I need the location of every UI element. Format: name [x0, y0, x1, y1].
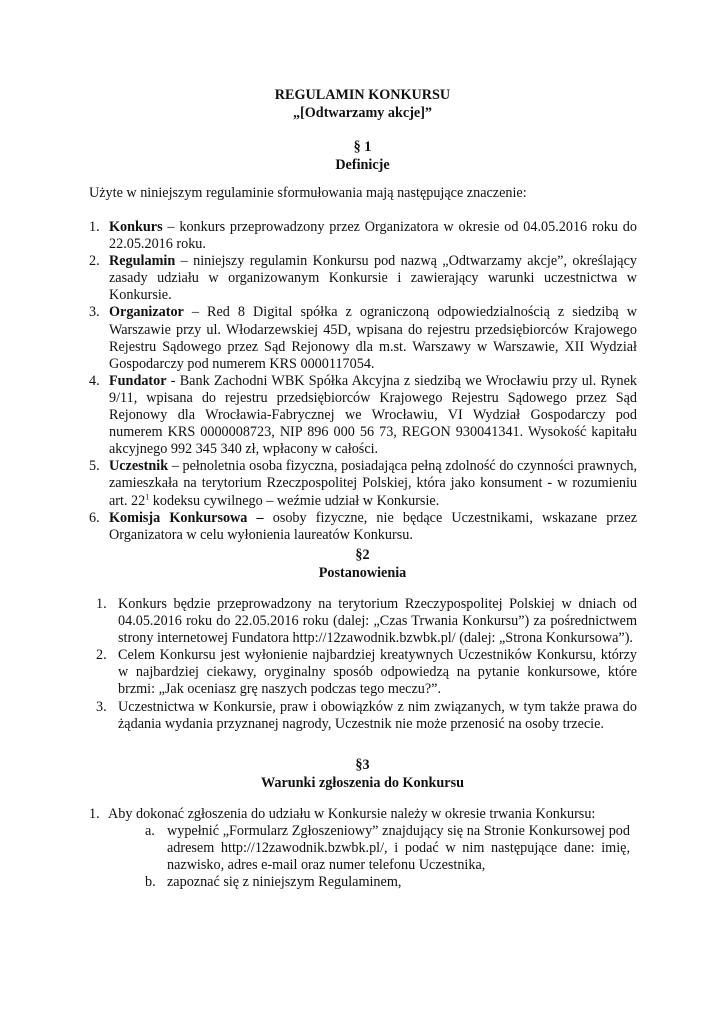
list-item: 3. Uczestnictwa w Konkursie, praw i obowiązków z nim związanych, w tym także prawa do żądania wydania przyznanej nagrody, Uczestnik nie może przenosić na osoby trzecie. — [96, 698, 637, 732]
list-item: 1. Aby dokonać zgłoszenia do udziału w Konkursie należy w okresie trwania Konkursu: a. wypełnić „Formularz Zgłoszeniowy” znajdujący się na Stronie Konkursowej pod adresem http://12zawodnik.bzwbk.pl/, i podać w nim następujące dane: imię, nazwisko, adres e-mail oraz numer telefonu Uczestnika, b. zapoznać się z niniejszym Regulaminem, — [89, 806, 630, 891]
section3-heading — [0, 756, 725, 792]
document-header — [0, 86, 725, 122]
section2-heading — [0, 546, 725, 582]
section3-sublist — [145, 823, 630, 891]
sublist-item: b. zapoznać się z niniejszym Regulaminem, — [145, 874, 402, 891]
definition-item: 3. Organizator – Red 8 Digital spółka z ograniczoną odpowiedzialnością z siedzibą w Warszawie przy ul. Włodarzewskiej 45D, wpisana do rejestru przedsiębiorców Krajowego Rejestru Sądowego przez Sąd Rejonowy dla m.st. Warszawy w Warszawie, XII Wydział Gospodarczy pod numerem KRS 0000117054. — [89, 304, 637, 372]
section2-title: Postanowienia — [318, 565, 407, 581]
definition-term: Uczestnik — [109, 458, 169, 475]
section3-number: §3 — [355, 757, 370, 773]
section3-title: Warunki zgłoszenia do Konkursu — [260, 775, 464, 791]
definitions-list — [89, 219, 637, 544]
sublist-item: a. wypełnić „Formularz Zgłoszeniowy” znajdujący się na Stronie Konkursowej pod adresem http://12zawodnik.bzwbk.pl/, i podać w nim następujące dane: imię, nazwisko, adres e-mail oraz numer telefonu Uczestnika, — [145, 823, 630, 874]
section2-list — [96, 596, 637, 733]
definition-item: 5. Uczestnik – pełnoletnia osoba fizyczna, posiadająca pełną zdolność do czynności prawnych, zamieszkała na terytorium Rzeczpospolitej Polskiej, która jako konsument - w rozumieniu art. $22^1$ kodeksu cywilnego – weźmie udział w Konkursie. — [89, 458, 637, 509]
section3-list — [89, 806, 637, 891]
definition-term: Regulamin — [109, 253, 176, 270]
definition-term: Konkurs — [109, 219, 163, 235]
definition-item: 4. Fundator - Bank Zachodni WBK Spółka Akcyjna z siedzibą we Wrocławiu przy ul. Rynek 9/11, wpisana do rejestru przedsiębiorców Krajowego Rejestru Sądowego przez Sąd Rejonowy dla Wrocławia-Fabrycznej we Wrocławiu, VI Wydział Gospodarczy pod numerem KRS 0000008723, NIP 896 000 56 73, REGON 930041341. Wysokość kapitału akcyjnego 992 345 340 zł, wpłacony w całości. — [89, 372, 637, 458]
definition-item: 6. Komisja Konkursowa – osoby fizyczne, nie będące Uczestnikami, wskazane przez Organizatora w celu wyłonienia laureatów Konkursu. — [89, 509, 637, 543]
section1-heading — [0, 138, 725, 174]
definition-term: Fundator — [109, 372, 167, 389]
footnote-marker: 1 — [145, 491, 150, 501]
definition-item: 1. Konkurs – konkurs przeprowadzony przez Organizatora w okresie od 04.05.2016 roku do 22.05.2016 roku. — [89, 219, 637, 253]
definition-item: 2. Regulamin – niniejszy regulamin Konkursu pod nazwą „Odtwarzamy akcje”, określający zasady udziału w organizowanym Konkursie i zawierający warunki uczestnictwa w Konkursie. — [89, 253, 637, 304]
document-subtitle: „[Odtwarzamy akcje]” — [292, 105, 433, 121]
list-item: 1. Konkurs będzie przeprowadzony na terytorium Rzeczypospolitej Polskiej w dniach od 04.05.2016 roku do 22.05.2016 roku (dalej: „Czas Trwania Konkursu”) za pośrednictwem strony internetowej Fundatora http://12zawodnik.bzwbk.pl/ (dalej: „Strona Konkursowa”). — [96, 596, 637, 647]
section1-intro: Użyte w niniejszym regulaminie sformułowania mają następujące znaczenie: — [89, 185, 527, 201]
definition-term: Organizator — [109, 304, 184, 321]
document-title: REGULAMIN KONKURSU — [274, 87, 451, 103]
list-item: 2. Celem Konkursu jest wyłonienie najbardziej kreatywnych Uczestników Konkursu, którzy w najbardziej ciekawy, oryginalny sposób odpowiedzą na pytanie konkursowe, które brzmi: „Jak oceniasz grę naszych podczas tego meczu?”. — [96, 647, 637, 698]
section2-number: §2 — [355, 547, 370, 563]
definition-term: Komisja Konkursowa – — [109, 509, 264, 526]
section1-number: § 1 — [353, 139, 372, 155]
section1-title: Definicje — [335, 157, 390, 173]
